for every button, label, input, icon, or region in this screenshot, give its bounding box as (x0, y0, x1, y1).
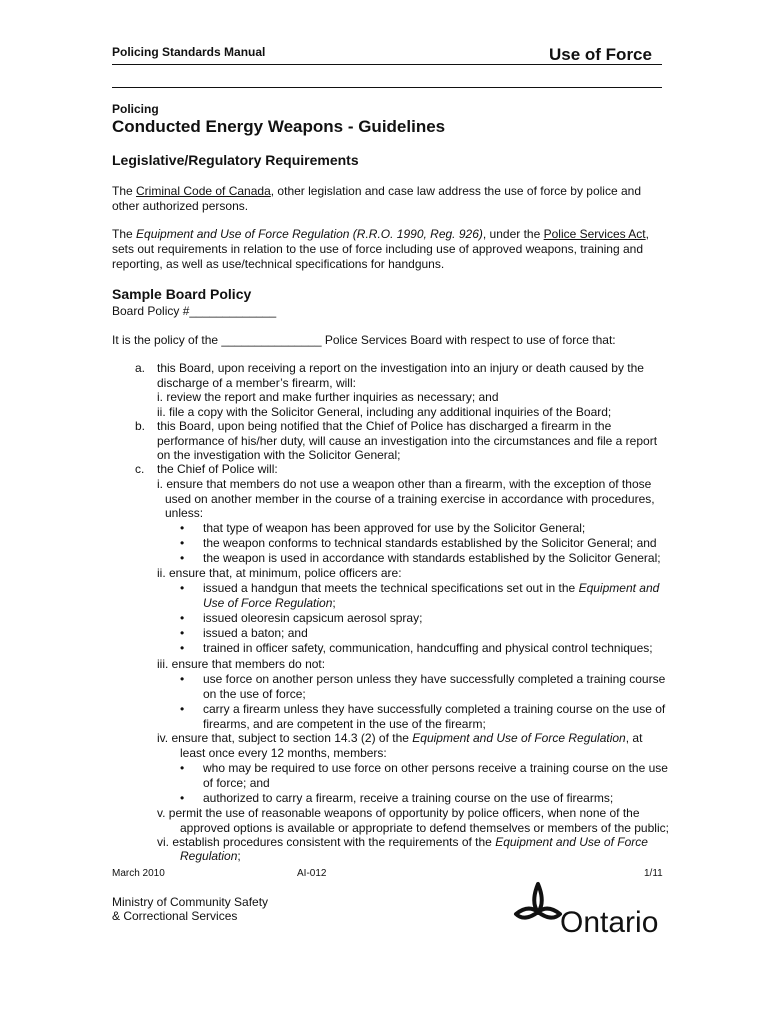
item-c-vi-line2 (180, 849, 241, 864)
item-c-ii-bullet2: issued oleoresin capsicum aerosol spray; (203, 611, 423, 625)
item-c-vi-line1 (157, 835, 648, 850)
bullet-icon: • (180, 641, 185, 655)
item-c-i-line2: used on another member in the course of a training exercise in accordance with procedures, (165, 492, 655, 506)
iv-pre: iv. ensure that, subject to section 14.3 (2) of the (157, 731, 413, 745)
bullet-icon: • (180, 761, 185, 775)
item-a-ii: ii. file a copy with the Solicitor General, including any additional inquiries of the Board; (157, 405, 612, 419)
bullet-icon: • (180, 611, 185, 625)
item-b-line1: this Board, upon being notified that the Chief of Police has discharged a firearm in the (157, 419, 612, 433)
bullet-icon: • (180, 551, 185, 565)
item-a-marker: a. (135, 361, 146, 375)
item-c-iv-bullet1-l1: who may be required to use force on other persons receive a training course on the use (203, 761, 668, 775)
trillium-icon (508, 876, 668, 934)
item-c-ii-bullet1-cont (203, 596, 336, 611)
item-c-marker: c. (135, 462, 145, 476)
item-b-line2: performance of his/her duty, will cause an investigation into the circumstances and file a report (157, 434, 658, 448)
item-b-marker: b. (135, 419, 146, 433)
board-policy-number: Board Policy #_____________ (112, 304, 277, 318)
item-c-v-line2: approved options is available or appropriate to defend themselves or members of the public; (180, 821, 669, 835)
item-c-i-line3: unless: (165, 506, 204, 520)
ii-b1-post: ; (332, 596, 336, 610)
item-c-i-bullet1: that type of weapon has been approved for use by the Solicitor General; (203, 521, 586, 535)
ontario-wordmark: Ontario (560, 906, 659, 934)
item-c-ii-bullet4: trained in officer safety, communication, handcuffing and physical control techniques; (203, 641, 653, 655)
manual-title: Policing Standards Manual (112, 45, 266, 59)
para2-mid: , under the (482, 227, 544, 241)
item-c-iii-line1: iii. ensure that members do not: (157, 657, 326, 671)
item-a-line1: this Board, upon receiving a report on the investigation into an injury or death caused by the (157, 361, 644, 375)
bullet-icon: • (180, 702, 185, 716)
regulation-citation: Equipment and Use of Force Regulation (R.R.O. 1990, Reg. 926) (136, 227, 483, 241)
footer-page: 1/11 (644, 868, 663, 879)
item-b-line3: on the investigation with the Solicitor General; (157, 448, 401, 462)
item-c-iii-bullet2-l2: firearms, and are competent in the use of the firearm; (203, 717, 486, 731)
para1-line1 (112, 184, 641, 199)
vi-italic: Equipment and Use of Force (495, 835, 648, 849)
para1-line2: other authorized persons. (112, 199, 249, 213)
item-c-iv-line2: least once every 12 months, members: (180, 746, 387, 760)
item-a-line2: discharge of a member’s firearm, will: (157, 376, 356, 390)
ii-b1-pre: issued a handgun that meets the technical specifications set out in the (203, 581, 579, 595)
item-c-ii-line1: ii. ensure that, at minimum, police officers are: (157, 566, 402, 580)
sample-policy-heading: Sample Board Policy (112, 286, 252, 302)
item-c-iv-bullet1-l2: of force; and (203, 776, 270, 790)
bullet-icon: • (180, 626, 185, 640)
bullet-icon: • (180, 672, 185, 686)
para2-line1 (112, 227, 649, 242)
item-c-iv-bullet2: authorized to carry a firearm, receive a training course on the use of firearms; (203, 791, 614, 805)
category-label: Policing (112, 102, 159, 116)
item-c-iv-line1 (157, 731, 642, 746)
item-c-iii-bullet2-l1: carry a firearm unless they have successfully completed a training course on the use of (203, 702, 666, 716)
header-top-rule (112, 64, 662, 65)
item-c-ii-bullet1 (203, 581, 659, 596)
item-a-i: i. review the report and make further inquiries as necessary; and (157, 390, 499, 404)
bullet-icon: • (180, 536, 185, 550)
para2-line2: sets out requirements in relation to the use of force including use of approved weapons, training and (112, 242, 643, 256)
ii-b1-italic: Equipment and (578, 581, 660, 595)
item-c-iii-bullet1-l1: use force on another person unless they have successfully completed a training course (203, 672, 666, 686)
item-c-i-bullet3: the weapon is used in accordance with standards established by the Solicitor General; (203, 551, 661, 565)
ii-b1-italic2: Use of Force Regulation (203, 596, 333, 610)
document-title: Conducted Energy Weapons - Guidelines (112, 117, 446, 136)
item-c-line1: the Chief of Police will: (157, 462, 278, 476)
ministry-line2: & Correctional Services (112, 909, 238, 923)
legislative-heading: Legislative/Regulatory Requirements (112, 152, 359, 168)
policy-intro: It is the policy of the _______________ Police Services Board with respect to use of force that: (112, 333, 616, 347)
ministry-line1: Ministry of Community Safety (112, 895, 269, 909)
item-c-v-line1: v. permit the use of reasonable weapons of opportunity by police officers, when none of the (157, 806, 640, 820)
header-bottom-rule (112, 87, 662, 88)
item-c-ii-bullet3: issued a baton; and (203, 626, 308, 640)
iv-italic: Equipment and Use of Force Regulation (412, 731, 626, 745)
para2-line3: reporting, as well as use/technical specifications for handguns. (112, 257, 445, 271)
vi-post: ; (237, 849, 241, 863)
item-c-i-bullet2: the weapon conforms to technical standards established by the Solicitor General; and (203, 536, 657, 550)
iv-post: , at (625, 731, 643, 745)
ontario-logo (508, 876, 668, 939)
item-c-iii-bullet1-l2: on the use of force; (203, 687, 306, 701)
section-title: Use of Force (549, 45, 652, 64)
vi-pre: vi. establish procedures consistent with the requirements of the (157, 835, 496, 849)
police-services-act-link: Police Services Act (543, 227, 646, 241)
para2-post: , (645, 227, 649, 241)
para1-pre: The (112, 184, 137, 198)
bullet-icon: • (180, 791, 185, 805)
vi-italic2: Regulation (180, 849, 238, 863)
bullet-icon: • (180, 581, 185, 595)
bullet-icon: • (180, 521, 185, 535)
item-c-i-line1: i. ensure that members do not use a weapon other than a firearm, with the exception of those (157, 477, 652, 491)
para1-post: , other legislation and case law address the use of force by police and (270, 184, 641, 198)
criminal-code-link: Criminal Code of Canada (136, 184, 271, 198)
footer-code: AI-012 (297, 868, 327, 879)
para2-pre: The (112, 227, 137, 241)
footer-date: March 2010 (112, 868, 165, 879)
